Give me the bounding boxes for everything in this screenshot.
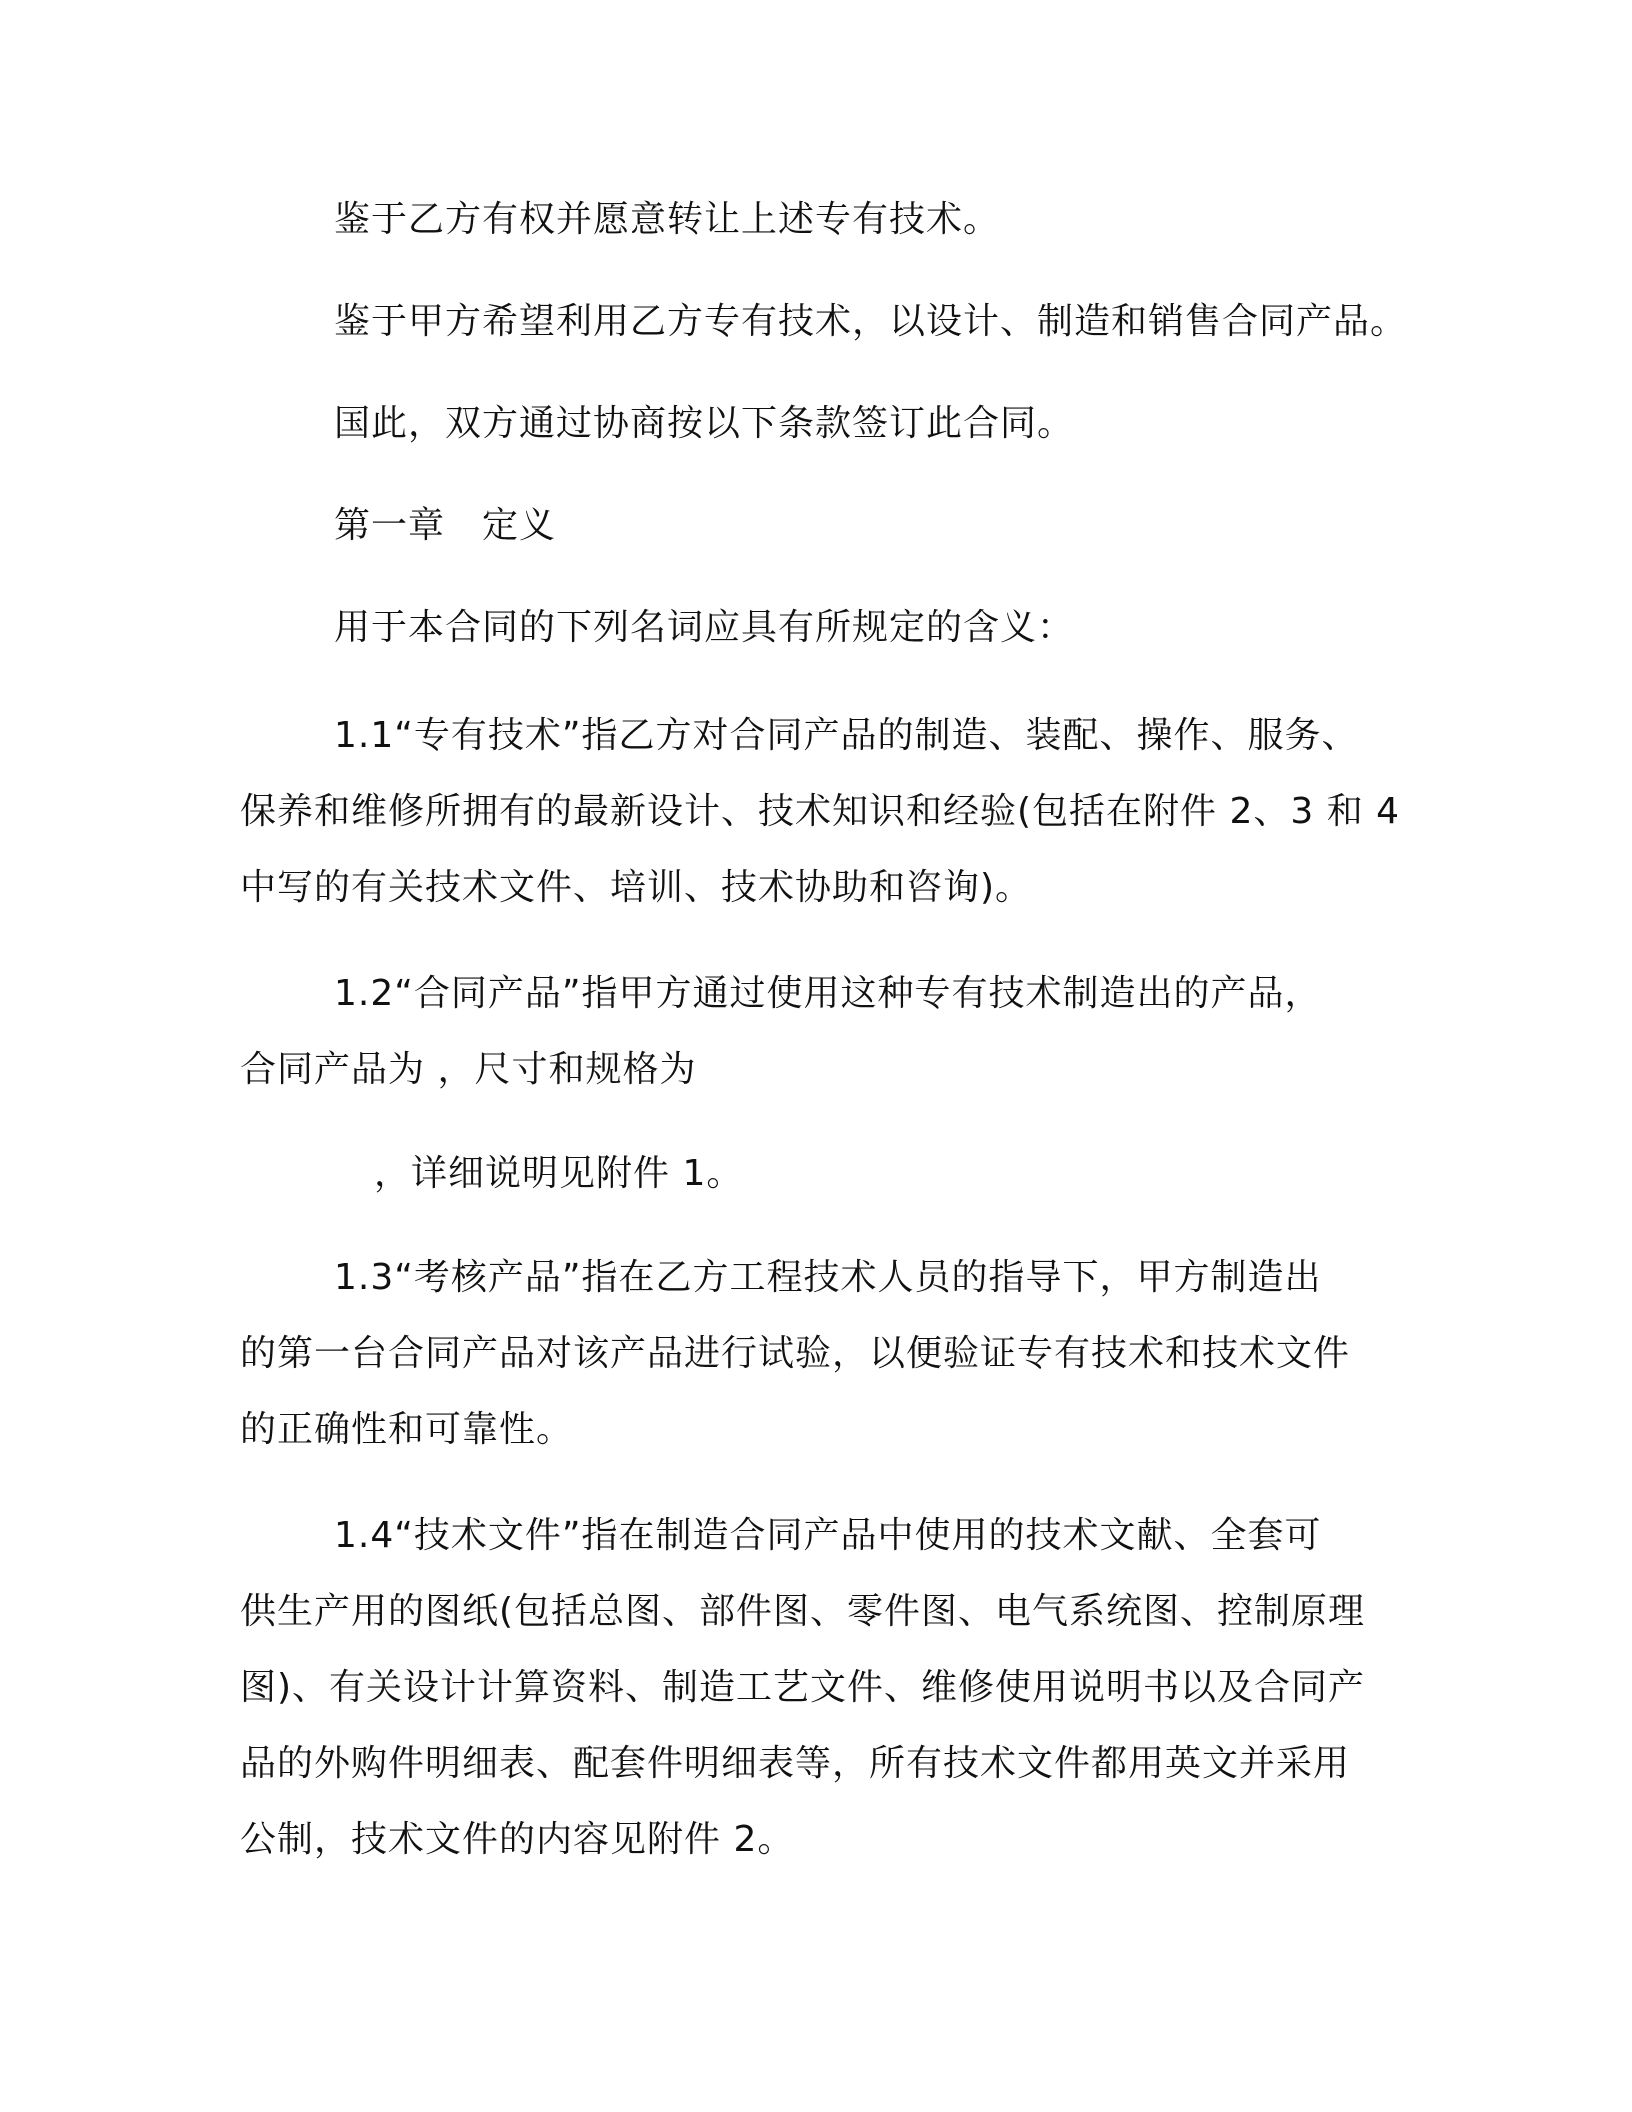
chapter-heading: 第一章 定义 [334,505,557,546]
clause-line: 的正确性和可靠性。 [240,1409,574,1450]
clause-line: 图)、有关设计计算资料、制造工艺文件、维修使用说明书以及合同产 [240,1667,1366,1708]
clause-line: 品的外购件明细表、配套件明细表等，所有技术文件都用英文并采用 [240,1743,1351,1784]
clause-line: 合同产品为 ，尺寸和规格为 [240,1049,697,1090]
clause-line: 保养和维修所拥有的最新设计、技术知识和经验(包括在附件 2、3 和 4 [240,791,1401,832]
clause-line: ，详细说明见附件 1。 [374,1153,744,1194]
clause-line: 供生产用的图纸(包括总图、部件图、零件图、电气系统图、控制原理 [240,1591,1366,1632]
clause-line: 公制，技术文件的内容见附件 2。 [240,1819,795,1860]
paragraph-line: 鉴于乙方有权并愿意转让上述专有技术。 [334,199,1001,240]
clause-line: 1.1“专有技术”指乙方对合同产品的制造、装配、操作、服务、 [334,715,1359,756]
clause-line: 中写的有关技术文件、培训、技术协助和咨询)。 [240,867,1033,908]
clause-line: 1.3“考核产品”指在乙方工程技术人员的指导下，甲方制造出 [334,1257,1322,1298]
paragraph-line: 用于本合同的下列名词应具有所规定的含义： [334,607,1075,648]
clause-line: 的第一台合同产品对该产品进行试验，以便验证专有技术和技术文件 [240,1333,1351,1374]
clause-line: 1.4“技术文件”指在制造合同产品中使用的技术文献、全套可 [334,1515,1322,1556]
clause-line: 1.2“合同产品”指甲方通过使用这种专有技术制造出的产品， [334,973,1322,1014]
paragraph-line: 鉴于甲方希望利用乙方专有技术，以设计、制造和销售合同产品。 [334,301,1408,342]
paragraph-line: 国此，双方通过协商按以下条款签订此合同。 [334,403,1075,444]
